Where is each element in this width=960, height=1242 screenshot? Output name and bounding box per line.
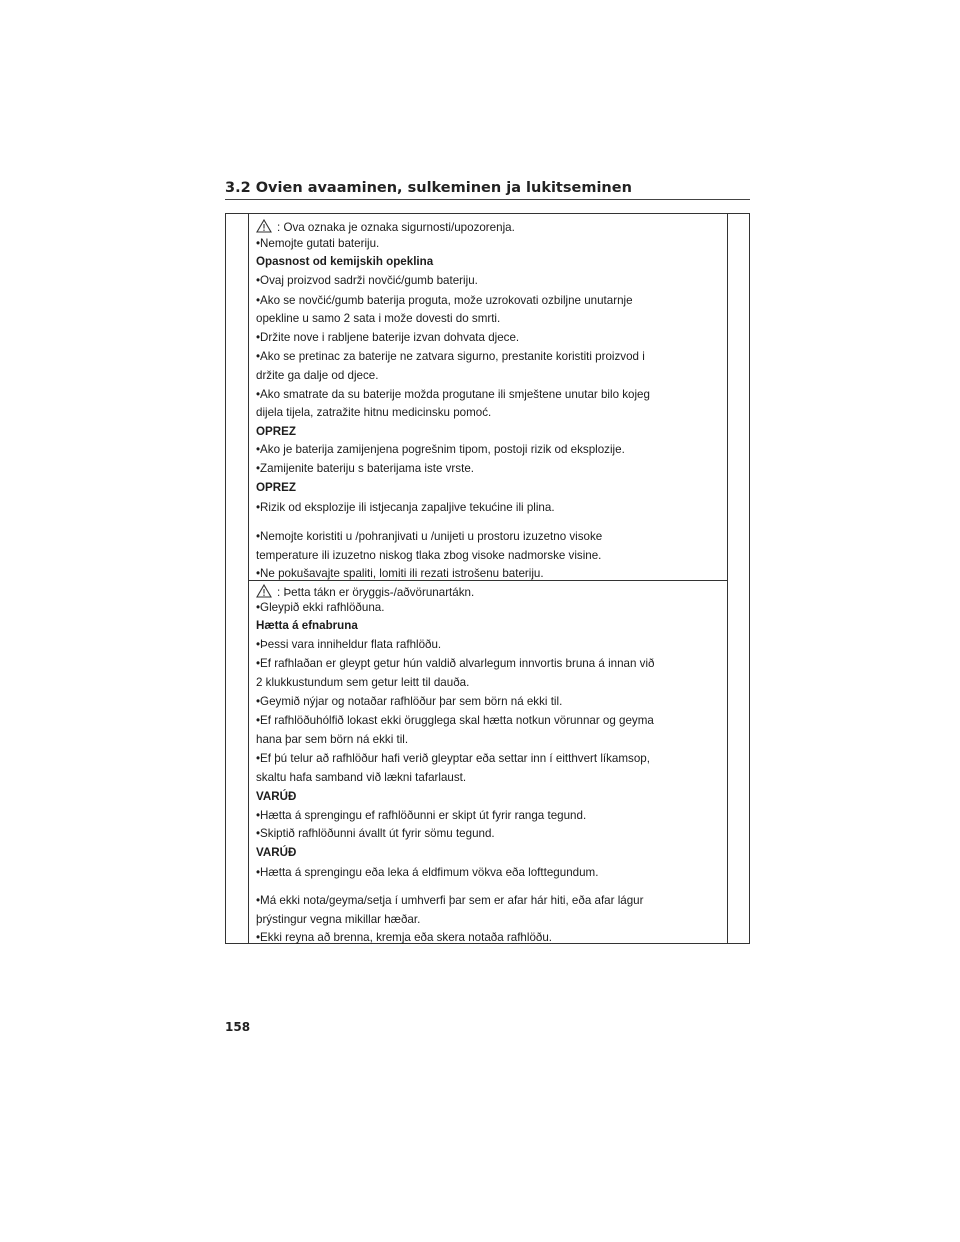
body-text-line: •Gleypið ekki rafhlöðuna.: [256, 601, 385, 614]
warning-triangle-icon: [256, 584, 272, 601]
section-heading: OPREZ: [256, 425, 296, 438]
warning-triangle-icon: [256, 219, 272, 236]
section-heading: OPREZ: [256, 481, 296, 494]
title-divider: [225, 199, 750, 200]
section-heading: Hætta á efnabruna: [256, 619, 358, 632]
section-heading: VARÚÐ: [256, 846, 297, 859]
body-text-line: skaltu hafa samband við lækni tafarlaust.: [256, 771, 467, 784]
inner-left-rule: [248, 213, 249, 944]
body-text-line: 2 klukkustundum sem getur leitt til dauða.: [256, 676, 470, 689]
body-text-line: •Ef rafhlöðuhólfið lokast ekki örugglega skal hætta notkun vörunnar og geyma: [256, 714, 654, 727]
body-text-line: •Nemojte koristiti u /pohranjivati u /unijeti u prostoru izuzetno visoke: [256, 530, 603, 543]
body-text-line: •Držite nove i rabljene baterije izvan dohvata djece.: [256, 331, 520, 344]
inner-right-rule: [727, 213, 728, 944]
body-text-line: •Hætta á sprengingu eða leka á eldfimum vökva eða lofttegundum.: [256, 866, 599, 879]
body-text-line: opekline u samo 2 sata i može dovesti do smrti.: [256, 312, 501, 325]
section-heading: VARÚÐ: [256, 790, 297, 803]
body-text-line: •Nemojte gutati bateriju.: [256, 237, 380, 250]
body-text-line: •Ef þú telur að rafhlöður hafi verið gleyptar eða settar inn í eitthvert líkamsop,: [256, 752, 650, 765]
section-title: 3.2 Ovien avaaminen, sulkeminen ja lukitseminen: [225, 180, 632, 196]
body-text-line: •Ako je baterija zamijenjena pogrešnim tipom, postoji rizik od eksplozije.: [256, 443, 625, 456]
body-text-line: •Skiptið rafhlöðunni ávallt út fyrir sömu tegund.: [256, 827, 495, 840]
icelandic-warning-label: : Þetta tákn er öryggis-/aðvörunartákn.: [277, 586, 475, 599]
icelandic-warning-block: [256, 581, 726, 943]
body-text-line: držite ga dalje od djece.: [256, 369, 379, 382]
body-text-line: •Ako se pretinac za baterije ne zatvara sigurno, prestanite koristiti proizvod i: [256, 350, 645, 363]
body-text-line: •Ne pokušavajte spaliti, lomiti ili rezati istrošenu bateriju.: [256, 567, 544, 580]
icelandic-warning-heading: [256, 584, 474, 601]
section-heading: Opasnost od kemijskih opeklina: [256, 255, 434, 268]
body-text-line: •Þessi vara inniheldur flata rafhlöðu.: [256, 638, 442, 651]
body-text-line: •Má ekki nota/geyma/setja í umhverfi þar sem er afar hár hiti, eða afar lágur: [256, 894, 644, 907]
body-text-line: •Ako se novčić/gumb baterija proguta, može uzrokovati ozbiljne unutarnje: [256, 294, 633, 307]
body-text-line: •Geymið nýjar og notaðar rafhlöður þar sem börn ná ekki til.: [256, 695, 563, 708]
body-text-line: hana þar sem börn ná ekki til.: [256, 733, 409, 746]
croatian-warning-heading: [256, 219, 515, 236]
croatian-warning-block: [256, 215, 726, 579]
body-text-line: dijela tijela, zatražite hitnu medicinsku pomoć.: [256, 406, 492, 419]
body-text-line: •Hætta á sprengingu ef rafhlöðunni er skipt út fyrir ranga tegund.: [256, 809, 587, 822]
body-text-line: •Ako smatrate da su baterije možda progutane ili smještene unutar bilo kojeg: [256, 388, 650, 401]
body-text-line: temperature ili izuzetno niskog tlaka zbog visoke nadmorske visine.: [256, 549, 602, 562]
body-text-line: •Ovaj proizvod sadrži novčić/gumb bateriju.: [256, 274, 478, 287]
body-text-line: þrýstingur vegna mikillar hæðar.: [256, 913, 421, 926]
page-number: 158: [225, 1020, 251, 1034]
body-text-line: •Zamijenite bateriju s baterijama iste vrste.: [256, 462, 474, 475]
body-text-line: •Ef rafhlaðan er gleypt getur hún valdið alvarlegum innvortis bruna á innan við: [256, 657, 655, 670]
body-text-line: •Rizik od eksplozije ili istjecanja zapaljive tekućine ili plina.: [256, 501, 555, 514]
body-text-line: •Ekki reyna að brenna, kremja eða skera notaða rafhlöðu.: [256, 931, 553, 944]
croatian-warning-label: : Ova oznaka je oznaka sigurnosti/upozorenja.: [277, 221, 515, 234]
